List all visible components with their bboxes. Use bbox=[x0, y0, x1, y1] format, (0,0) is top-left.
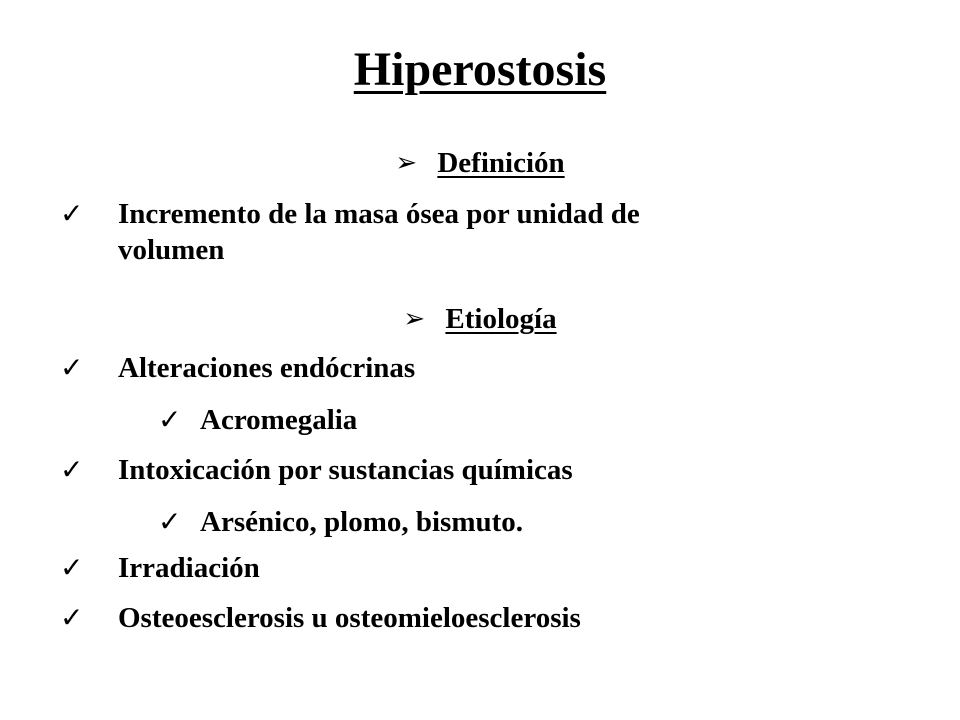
etiology-item-text: Irradiación bbox=[118, 552, 260, 584]
arrow-bullet-icon: ➢ bbox=[395, 148, 418, 178]
etiology-item-text: Intoxicación por sustancias químicas bbox=[118, 454, 573, 486]
definition-heading-text: Definición bbox=[437, 147, 565, 179]
check-icon: ✓ bbox=[60, 551, 84, 584]
etiology-heading-text: Etiología bbox=[445, 303, 557, 335]
check-icon: ✓ bbox=[60, 351, 84, 384]
check-icon: ✓ bbox=[60, 453, 84, 486]
definition-line-2: volumen bbox=[118, 234, 225, 266]
etiology-item-text: Osteoesclerosis u osteomieloesclerosis bbox=[118, 602, 581, 634]
etiology-subitem-text: Acromegalia bbox=[200, 404, 358, 436]
etiology-item-text: Alteraciones endócrinas bbox=[118, 352, 416, 384]
definition-heading bbox=[0, 146, 960, 181]
check-icon: ✓ bbox=[158, 505, 182, 538]
slide-title: Hiperostosis bbox=[353, 43, 607, 96]
check-icon: ✓ bbox=[60, 601, 84, 634]
definition-item-text bbox=[118, 196, 900, 268]
check-icon: ✓ bbox=[158, 403, 182, 436]
check-icon: ✓ bbox=[60, 197, 84, 230]
arrow-bullet-icon: ➢ bbox=[403, 304, 426, 334]
etiology-heading bbox=[0, 302, 960, 337]
etiology-subitem-text: Arsénico, plomo, bismuto. bbox=[200, 506, 524, 538]
definition-line-1: Incremento de la masa ósea por unidad de bbox=[118, 198, 640, 230]
